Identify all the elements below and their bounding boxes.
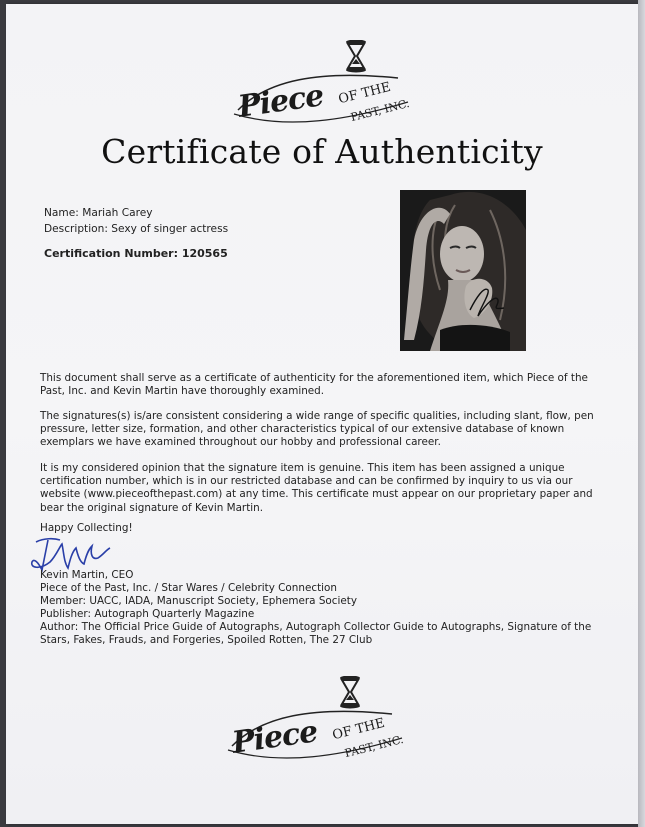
logo-of-the: OF THE bbox=[330, 715, 387, 744]
logo-past-inc: PAST, INC. bbox=[349, 96, 411, 125]
signer-author: Author: The Official Price Guide of Autographs, Autograph Collector Guide to Autographs, Signature of the Stars, Fakes, Frauds, and Forgeries, Spoiled Rotten, The 27 Club bbox=[40, 621, 592, 647]
signer-memberships: Member: UACC, IADA, Manuscript Society, Ephemera Society bbox=[40, 595, 358, 607]
closing-line: Happy Collecting! bbox=[40, 522, 133, 534]
company-logo-bottom bbox=[222, 676, 412, 772]
signer-company: Piece of the Past, Inc. / Star Wares / Celebrity Connection bbox=[40, 582, 337, 594]
item-description: Description: Sexy of singer actress bbox=[44, 223, 229, 235]
logo-past-inc: PAST, INC. bbox=[343, 732, 405, 761]
certificate-page bbox=[6, 4, 638, 824]
company-logo-top bbox=[228, 40, 418, 136]
autographed-photo bbox=[400, 190, 526, 351]
page-edge bbox=[638, 0, 645, 827]
logo-wordmark: Piece bbox=[229, 714, 320, 761]
logo-of-the: OF THE bbox=[336, 79, 393, 108]
logo-wordmark: Piece bbox=[235, 78, 326, 125]
body-paragraph-3: It is my considered opinion that the signature item is genuine. This item has been assigned a unique certification number, which is in our restricted database and can be confirmed by inquiry to us via our website (www.pieceofthepast.com) at any time. This certificate must appear on our proprietary paper and bear the original signature of Kevin Martin. bbox=[40, 462, 593, 514]
certification-number: Certification Number: 120565 bbox=[44, 247, 228, 260]
signer-title: Kevin Martin, CEO bbox=[40, 569, 134, 581]
item-name: Name: Mariah Carey bbox=[44, 207, 153, 219]
signer-publisher: Publisher: Autograph Quarterly Magazine bbox=[40, 608, 255, 620]
page-title: Certificate of Authenticity bbox=[101, 132, 543, 171]
body-paragraph-2: The signatures(s) is/are consistent considering a wide range of specific qualities, including slant, flow, pen pressure, letter size, formation, and other characteristics typical of our extensive database of known exemplars we have examined throughout our hobby and professional career. bbox=[40, 410, 594, 449]
body-paragraph-1: This document shall serve as a certificate of authenticity for the aforementioned item, which Piece of the Past, Inc. and Kevin Martin have thoroughly examined. bbox=[40, 372, 588, 398]
